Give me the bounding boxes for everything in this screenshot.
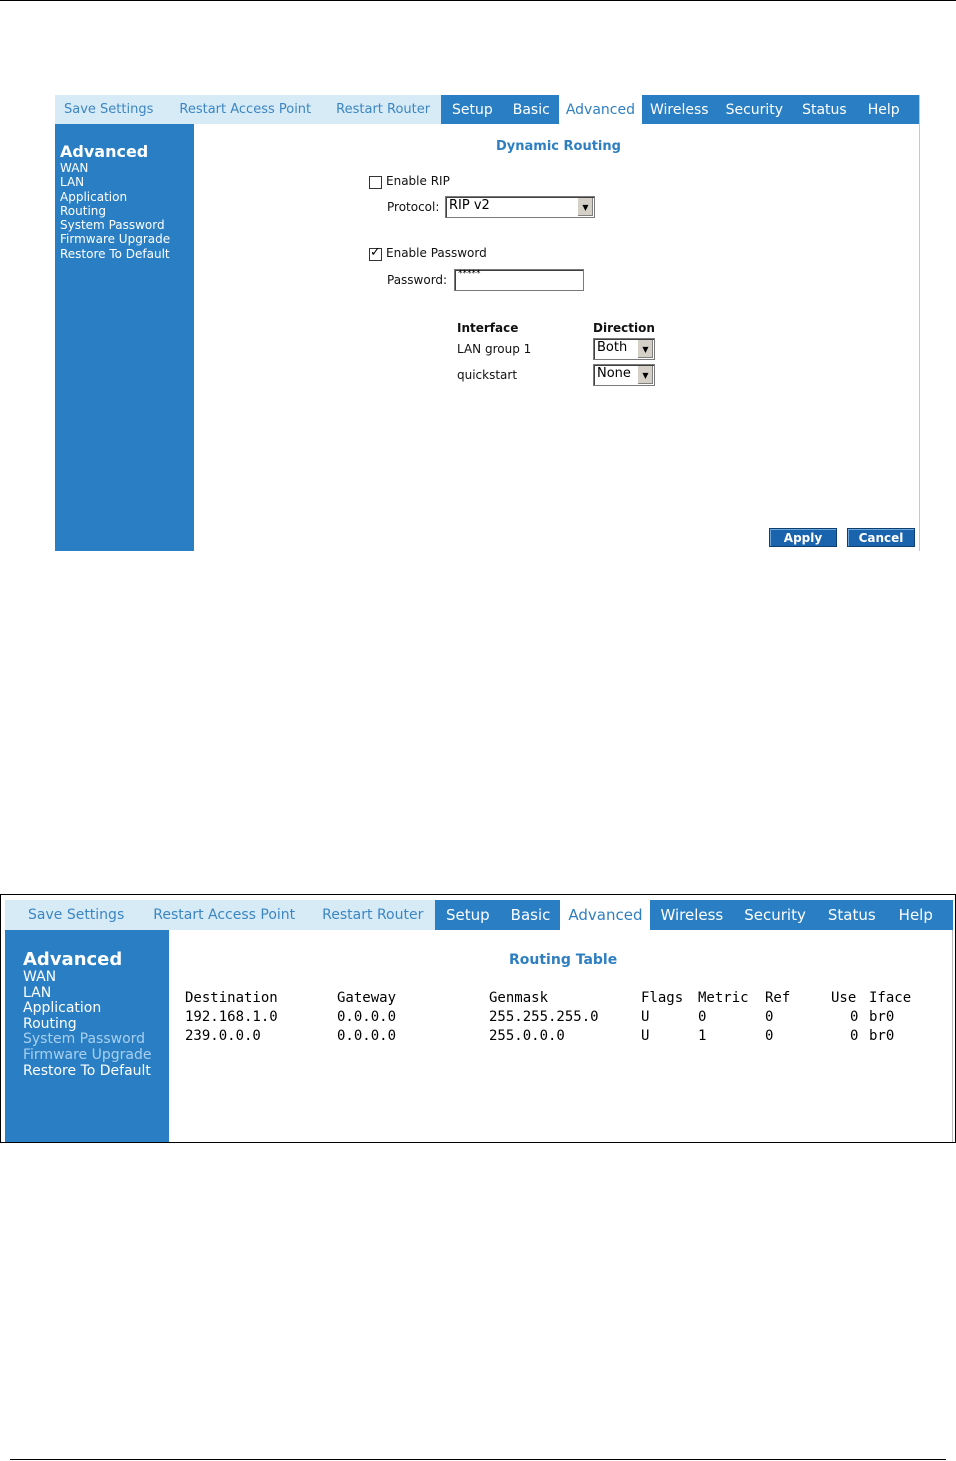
column-header: Ref — [765, 990, 791, 1006]
tab-status[interactable]: Status — [802, 101, 847, 118]
sidebar-item-wan[interactable]: WAN — [60, 161, 89, 175]
password-field[interactable] — [454, 269, 584, 291]
cancel-button[interactable]: Cancel — [847, 528, 915, 547]
interface-header: Interface — [457, 321, 519, 335]
tab-basic[interactable]: Basic — [512, 101, 550, 118]
apply-button[interactable]: Apply — [769, 528, 837, 547]
tab-advanced[interactable]: Advanced — [560, 900, 650, 930]
sidebar-item-application[interactable]: Application — [60, 189, 128, 204]
column-header: Use — [831, 990, 857, 1006]
sidebar-heading: Advanced — [60, 142, 149, 161]
top-nav — [5, 900, 953, 930]
table-cell: 0 — [765, 1028, 774, 1044]
top-nav — [55, 95, 919, 124]
table-cell: 0 — [698, 1009, 707, 1025]
sidebar-item-system-password[interactable]: System Password — [23, 1031, 146, 1048]
column-header: Metric — [698, 990, 749, 1006]
tab-wireless[interactable]: Wireless — [649, 101, 709, 118]
tab-security[interactable]: Security — [725, 101, 784, 118]
enable-rip-label: Enable RIP — [386, 174, 450, 188]
column-header: Flags — [641, 990, 684, 1006]
nav-restart-router[interactable]: Restart Router — [336, 102, 431, 117]
sidebar-item-routing[interactable]: Routing — [60, 203, 107, 218]
page-title: Routing Table — [509, 952, 618, 968]
table-cell: 255.255.255.0 — [489, 1009, 599, 1025]
sidebar — [55, 124, 194, 551]
tab-help[interactable]: Help — [867, 101, 900, 118]
column-header: Iface — [869, 990, 912, 1006]
table-cell: 192.168.1.0 — [185, 1009, 278, 1025]
table-cell: 1 — [698, 1028, 707, 1044]
nav-restart-access-point[interactable]: Restart Access Point — [153, 907, 296, 923]
enable-password-label: Enable Password — [386, 246, 487, 260]
nav-restart-router[interactable]: Restart Router — [322, 907, 424, 923]
sidebar-heading: Advanced — [23, 949, 123, 970]
nav-main-tabs — [435, 900, 953, 930]
sidebar-item-lan[interactable]: LAN — [23, 984, 52, 1001]
direction-value: None — [597, 366, 631, 381]
sidebar-item-firmware-upgrade[interactable]: Firmware Upgrade — [23, 1046, 152, 1063]
password-label: Password: — [387, 273, 448, 287]
tab-advanced[interactable]: Advanced — [559, 95, 642, 124]
nav-utility-bar — [55, 95, 441, 124]
chevron-down-icon: ▼ — [637, 340, 653, 358]
column-header: Destination — [185, 990, 278, 1006]
tab-help[interactable]: Help — [898, 906, 933, 924]
tab-security[interactable]: Security — [744, 906, 806, 924]
content-right-border — [952, 930, 953, 1142]
tab-status[interactable]: Status — [827, 906, 876, 924]
table-cell: br0 — [869, 1009, 895, 1025]
nav-utility-bar — [5, 900, 435, 930]
table-cell: 0 — [850, 1009, 859, 1025]
table-cell: 239.0.0.0 — [185, 1028, 261, 1044]
nav-save-settings[interactable]: Save Settings — [64, 102, 154, 117]
sidebar-item-application[interactable]: Application — [23, 1000, 102, 1017]
routing-table-screen — [0, 894, 956, 1143]
interface-name: LAN group 1 — [457, 342, 532, 356]
direction-select[interactable] — [593, 338, 655, 360]
sidebar-item-firmware-upgrade[interactable]: Firmware Upgrade — [60, 232, 171, 247]
page-title: Dynamic Routing — [496, 139, 621, 154]
table-cell: U — [641, 1028, 650, 1044]
tab-basic[interactable]: Basic — [510, 906, 551, 924]
sidebar-item-wan[interactable]: WAN — [23, 969, 57, 985]
tab-wireless[interactable]: Wireless — [660, 906, 724, 924]
tab-setup[interactable]: Setup — [452, 101, 493, 118]
direction-select[interactable] — [593, 364, 655, 386]
column-header: Genmask — [489, 990, 549, 1006]
page-bottom-rule — [10, 1459, 946, 1460]
nav-main-tabs — [441, 95, 919, 124]
page-top-rule — [0, 0, 956, 1]
tab-setup[interactable]: Setup — [446, 906, 490, 924]
direction-header: Direction — [593, 321, 655, 335]
sidebar-item-restore-to-default[interactable]: Restore To Default — [60, 246, 170, 261]
nav-save-settings[interactable]: Save Settings — [28, 907, 125, 923]
sidebar-item-routing[interactable]: Routing — [23, 1015, 77, 1032]
checkmark-icon: ✓ — [370, 245, 381, 260]
protocol-label: Protocol: — [387, 200, 440, 214]
column-header: Gateway — [337, 990, 397, 1006]
protocol-select[interactable] — [445, 196, 595, 218]
table-cell: br0 — [869, 1028, 895, 1044]
table-cell: U — [641, 1009, 650, 1025]
nav-restart-access-point[interactable]: Restart Access Point — [179, 102, 312, 117]
direction-value: Both — [597, 340, 628, 355]
dynamic-routing-screen — [55, 95, 920, 551]
interface-name: quickstart — [457, 368, 518, 382]
sidebar-item-restore-to-default[interactable]: Restore To Default — [23, 1062, 151, 1079]
chevron-down-icon: ▼ — [577, 198, 593, 216]
chevron-down-icon: ▼ — [637, 366, 653, 384]
sidebar — [5, 930, 169, 1142]
enable-password-checkbox[interactable] — [369, 245, 382, 261]
table-cell: 0 — [850, 1028, 859, 1044]
table-cell: 255.0.0.0 — [489, 1028, 565, 1044]
sidebar-item-lan[interactable]: LAN — [60, 175, 85, 190]
table-cell: 0.0.0.0 — [337, 1028, 397, 1044]
password-value: ***** — [458, 269, 481, 279]
table-cell: 0.0.0.0 — [337, 1009, 397, 1025]
enable-rip-checkbox[interactable] — [369, 176, 382, 189]
table-cell: 0 — [765, 1009, 774, 1025]
sidebar-item-system-password[interactable]: System Password — [60, 218, 165, 233]
protocol-value: RIP v2 — [449, 198, 490, 213]
